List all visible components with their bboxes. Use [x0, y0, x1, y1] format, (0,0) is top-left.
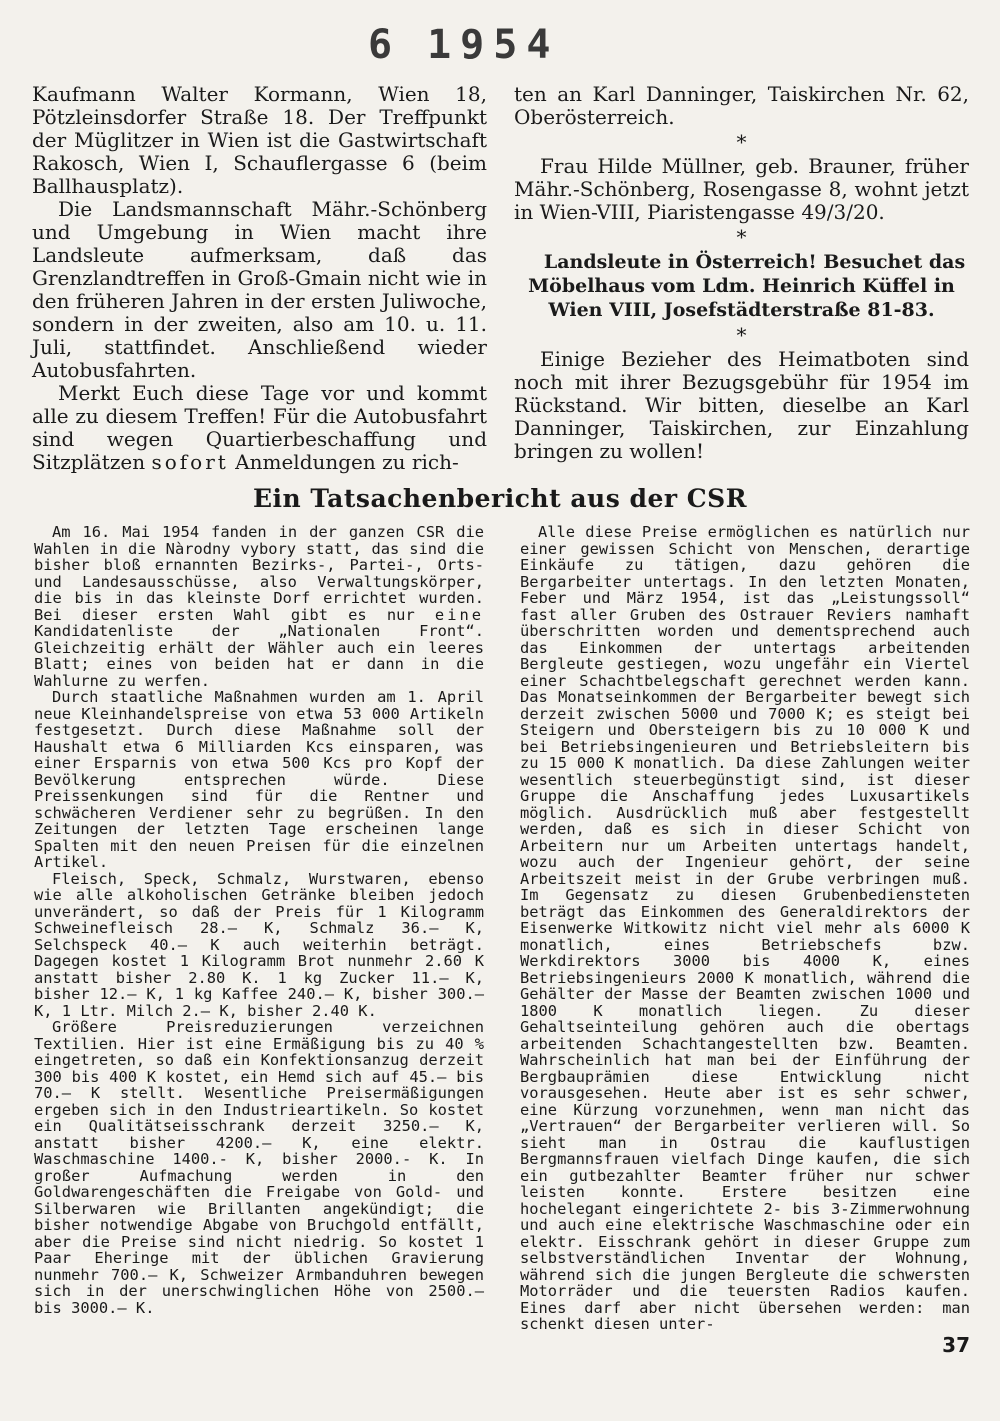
paragraph — [34, 524, 484, 689]
paragraph: Frau Hilde Müllner, geb. Brauner, früher Mähr.-Schönberg, Rosengasse 8, wohnt jetzt in Wien-VIII, Piaristengasse 49/3/20. — [514, 154, 969, 224]
paragraph: Kaufmann Walter Kormann, Wien 18, Pötzleinsdorfer Straße 18. Der Treffpunkt der Müglitzer in Wien ist die Gastwirtschaft Rakosch, Wien I, Schauflergasse 6 (beim Ballhausplatz). — [32, 82, 487, 198]
page-number: 37 — [942, 1333, 970, 1357]
text-run: Anmeldungen zu rich- — [228, 450, 459, 474]
issue-year: 1954 — [427, 22, 560, 68]
text-run: Kandidatenliste der „Nationalen Front“. Gleichzeitig erhält der Wähler auch ein leeres Blatt; eines von beiden hat er dann in die Wahlurne zu werfen. — [34, 622, 484, 690]
separator-star: * — [736, 130, 747, 154]
text-run: Merkt Euch diese Tage vor und kommt alle zu diesem Treffen! Für die Autobusfahrt sind wegen Quartierbeschaffung und Sitzplätzen — [32, 381, 487, 474]
article-right-column — [520, 524, 970, 1333]
paragraph — [32, 382, 487, 474]
paragraph: Einige Bezieher des Heimatboten sind noch mit ihrer Bezugsgebühr für 1954 im Rückstand. Wir bitten, dieselbe an Karl Danninger, Taiskirchen, zur Einzahlung bringen zu wollen! — [514, 347, 969, 463]
article-headline: Ein Tatsachenbericht aus der CSR — [253, 484, 747, 513]
paragraph: Alle diese Preise ermöglichen es natürlich nur einer gewissen Schicht von Menschen, derartige Einkäufe zu tätigen, dazu gehören die Bergarbeiter untertags. In den letzten Monaten, Feber und März 1954, ist das „Leistungssoll“ fast aller Gruben des Ostrauer Reviers namhaft überschritten worden und dementsprechend auch das Einkommen der untertags arbeitenden Bergleute gestiegen, wozu ungefähr ein Viertel einer Schachtbelegschaft gerechnet werden kann. Das Monatseinkommen der Bergarbeiter bewegt sich derzeit zwischen 5000 und 7000 K; es steigt bei Steigern und Obersteigern bis zu 10 000 K und bei Betriebsingenieuren und Betriebsleitern bis zu 15 000 K monatlich. Da diese Zahlungen weiter wesentlich steuerbegünstigt sind, ist dieser Gruppe die Anschaffung jedes Luxusartikels möglich. Ausdrücklich muß aber festgestellt werden, daß es sich in dieser Schicht von Arbeitern nur um Arbeiten untertags handelt, wozu auch der Ingenieur gehört, der seine Arbeitszeit meist in der Grube verbringen muß. Im Gegensatz zu diesen Grubenbediensteten beträgt das Einkommen des Generaldirektors der Eisenwerke Witkowitz nicht viel mehr als 6000 K monatlich, eines Betriebschefs bzw. Werkdirektors 3000 bis 4000 K, eines Betriebsingenieurs 2000 K monatlich, während die Gehälter der Masse der Beamten zwischen 1000 und 1800 K monatlich liegen. Zu dieser Gehaltseinteilung gehören auch die obertags arbeitenden Schachtangestellten bzw. Beamten. Wahrscheinlich hat man bei der Einführung der Bergbauprämien diese Entwicklung nicht vorausgesehen. Heute aber ist es sehr schwer, eine Kürzung vorzunehmen, wenn man nicht das „Vertrauen“ der Bergarbeiter verlieren will. So sieht man in Ostrau die kauflustigen Bergmannsfrauen vielfach Dinge kaufen, die sich ein gutbezahlter Beamter früher nur schwer leisten konnte. Erstere besitzen eine hochelegant eingerichtete 2- bis 3-Zimmerwohnung und auch eine elektrische Waschmaschine oder ein elektr. Eisschrank gehört in dieser Gruppe zum selbstverständlichen Inventar der Wohnung, während sich die jungen Bergleute die schwersten Motorräder und die teuersten Radios kaufen. Eines darf aber nicht übersehen werden: man schenkt diesen unter- — [520, 523, 970, 1333]
text-run: Am 16. Mai 1954 fanden in der ganzen CSR die Wahlen in die Nàrodny vybory statt, das sind die bisher bloß ernannten Bezirks-, Partei-, Orts- und Landesausschüsse, also Verwaltungskörper, die bis in das kleinste Dorf errichtet wurden. Bei dieser ersten Wahl gibt es nur — [34, 523, 484, 624]
spaced-emphasis: sofort — [151, 450, 229, 474]
top-right-column — [514, 83, 969, 463]
page-header — [368, 22, 559, 68]
article-left-column — [34, 524, 484, 1316]
separator-star: * — [736, 225, 747, 249]
advertisement: Landsleute in Österreich! Besuchet das Möbelhaus vom Ldm. Heinrich Küffel in Wien VIII, Josefstädterstraße 81-83. — [528, 251, 966, 321]
paragraph: Fleisch, Speck, Schmalz, Wurstwaren, ebenso wie alle alkoholischen Getränke bleiben jedoch unverändert, so daß der Preis für 1 Kilogramm Schweinefleisch 28.— K, Schmalz 36.— K, Selchspeck 40.— K auch weiterhin beträgt. Dagegen kostet 1 Kilogramm Brot nunmehr 2.60 K anstatt bisher 2.80 K. 1 kg Zucker 11.— K, bisher 12.— K, 1 kg Kaffee 240.— K, bisher 300.— K, 1 Ltr. Milch 2.— K, bisher 2.40 K. — [34, 869, 484, 1020]
separator-star: * — [736, 323, 747, 347]
top-left-column — [32, 83, 487, 474]
paragraph: Durch staatliche Maßnahmen wurden am 1. April neue Kleinhandelspreise von etwa 53 000 Artikeln festgesetzt. Durch diese Maßnahme soll der Haushalt etwa 6 Milliarden Kcs einsparen, was einer Ersparnis von etwa 500 Kcs pro Kopf der Bevölkerung entsprechen würde. Diese Preissenkungen sind für die Rentner und schwächeren Verdiener sehr zu begrüßen. In den Zeitungen der letzten Tage erscheinen lange Spalten mit den neuen Preisen für die einzelnen Artikel. — [34, 688, 484, 871]
paragraph: ten an Karl Danninger, Taiskirchen Nr. 62, Oberösterreich. — [514, 82, 969, 129]
paragraph: Die Landsmannschaft Mähr.-Schönberg und Umgebung in Wien macht ihre Landsleute aufmerksam, daß das Grenzlandtreffen in Groß-Gmain nicht wie in den früheren Jahren in der ersten Juliwoche, sondern in der zweiten, also am 10. u. 11. Juli, stattfindet. Anschließend wieder Autobusfahrten. — [32, 197, 487, 382]
spaced-emphasis: eine — [434, 605, 484, 624]
issue-number: 6 — [368, 22, 402, 68]
paragraph: Größere Preisreduzierungen verzeichnen Textilien. Hier ist eine Ermäßigung bis zu 40 % eingetreten, so daß ein Konfektionsanzug derzeit 300 bis 400 K kostet, ein Hemd sich auf 45.— bis 70.— K stellt. Wesentliche Preisermäßigungen ergeben sich in den Industrieartikeln. So kostet ein Qualitätseisschrank derzeit 3250.— K, anstatt bisher 4200.— K, eine elektr. Waschmaschine 1400.- K, bisher 2000.- K. In großer Aufmachung werden in den Goldwarengeschäften die Freigabe von Gold- und Silberwaren wie Brillanten angekündigt; die bisher notwendige Abgabe von Bruchgold entfällt, aber die Preise sind nicht niedrig. So kostet 1 Paar Eheringe mit der üblichen Gravierung nunmehr 700.— K, Schweizer Armbanduhren bewegen sich in der unerschwinglichen Höhe von 2500.— bis 3000.— K. — [34, 1018, 484, 1317]
